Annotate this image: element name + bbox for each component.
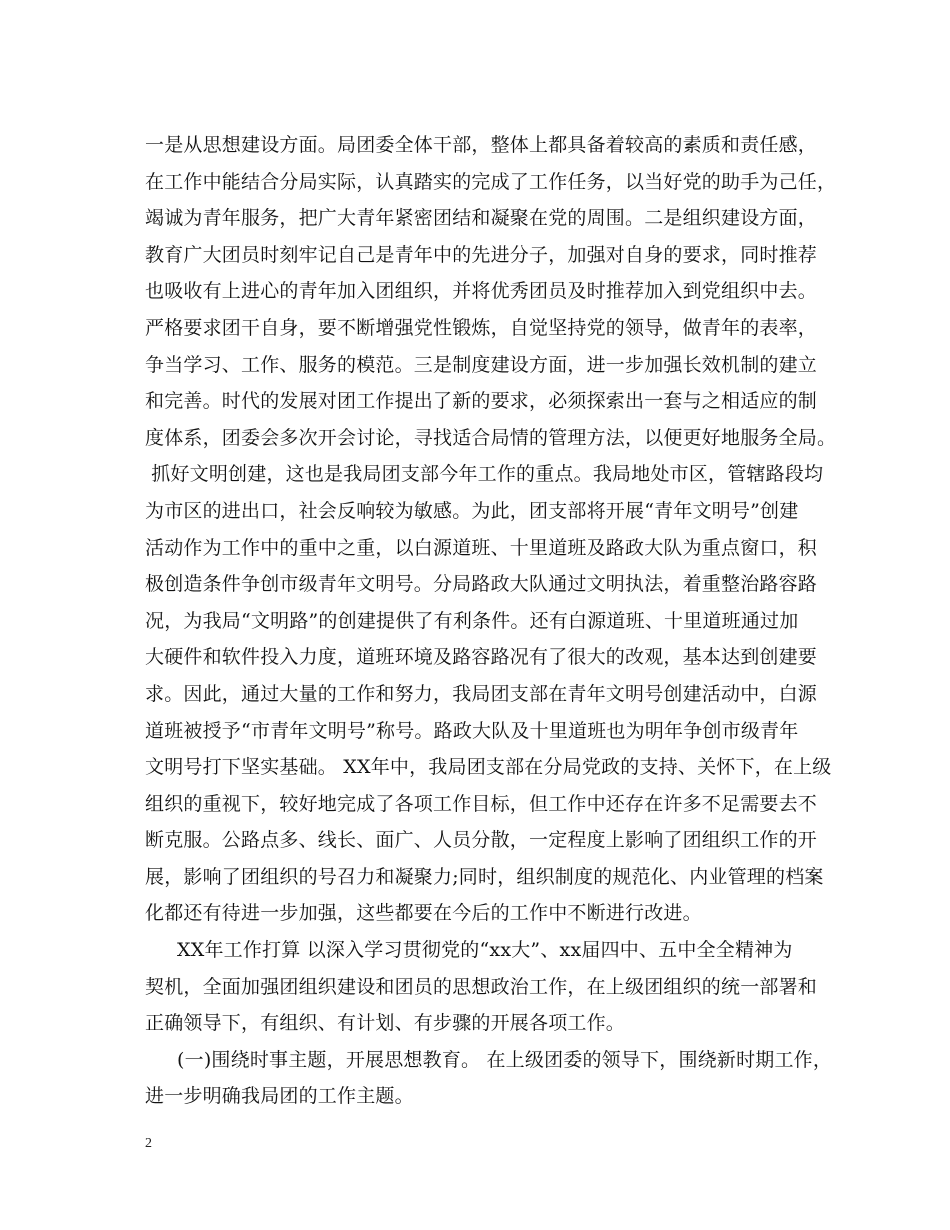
text-line: 组织的重视下，较好地完成了各项工作目标，但工作中还存在许多不足需要去不: [145, 792, 818, 815]
text-line: 文明号打下坚实基础。 XX年中，我局团支部在分局党政的支持、关怀下，在上级: [145, 756, 832, 779]
text-line: 大硬件和软件投入力度，道班环境及路容路况有了很大的改观，基本达到创建要: [145, 646, 818, 669]
text-line: 正确领导下，有组织、有计划、有步骤的开展各项工作。: [145, 1012, 626, 1035]
page-number: 2: [145, 1136, 152, 1151]
text-line: 道班被授予“市青年文明号”称号。路政大队及十里道班也为明年争创市级青年: [145, 719, 799, 742]
text-line: 活动作为工作中的重中之重，以白源道班、十里道班及路政大队为重点窗口，积: [145, 536, 818, 559]
text-line: 度体系，团委会多次开会讨论，寻找适合局情的管理方法，以便更好地服务全局。: [145, 426, 837, 449]
text-line: 进一步明确我局团的工作主题。: [145, 1085, 414, 1108]
text-line: 抓好文明创建，这也是我局团支部今年工作的重点。我局地处市区，管辖路段均: [145, 463, 824, 486]
text-line: 和完善。时代的发展对团工作提出了新的要求，必须探索出一套与之相适应的制: [145, 390, 818, 413]
text-line: 也吸收有上进心的青年加入团组织，并将优秀团员及时推荐加入到党组织中去。: [145, 280, 818, 303]
text-line: 争当学习、工作、服务的模范。三是制度建设方面，进一步加强长效机制的建立: [145, 353, 818, 376]
text-line: 教育广大团员时刻牢记自己是青年中的先进分子，加强对自身的要求，同时推荐: [145, 243, 818, 266]
text-line: 严格要求团干自身，要不断增强党性锻炼，自觉坚持党的领导，做青年的表率，: [145, 316, 818, 339]
document-body: [145, 127, 837, 1115]
text-line: 为市区的进出口，社会反响较为敏感。为此，团支部将开展“青年文明号”创建: [145, 499, 799, 522]
section-heading-line: XX年工作打算 以深入学习贯彻党的“xx大”、xx届四中、五中全全精神为: [177, 939, 793, 962]
text-line: 契机，全面加强团组织建设和团员的思想政治工作，在上级团组织的统一部署和: [145, 975, 818, 998]
text-line: 竭诚为青年服务，把广大青年紧密团结和凝聚在党的周围。二是组织建设方面，: [145, 207, 818, 230]
text-line: 断克服。公路点多、线长、面广、人员分散，一定程度上影响了团组织工作的开: [145, 829, 818, 852]
text-line: 化都还有待进一步加强，这些都要在今后的工作中不断进行改进。: [145, 902, 702, 925]
text-line: 在工作中能结合分局实际，认真踏实的完成了工作任务，以当好党的助手为己任，: [145, 170, 837, 193]
text-line: 极创造条件争创市级青年文明号。分局路政大队通过文明执法，着重整治路容路: [145, 573, 818, 596]
text-line: 求。因此，通过大量的工作和努力，我局团支部在青年文明号创建活动中，白源: [145, 682, 818, 705]
text-line: 展，影响了团组织的号召力和凝聚力;同时，组织制度的规范化、内业管理的档案: [145, 865, 824, 888]
subsection-heading-line: (一)围绕时事主题，开展思想教育。 在上级团委的领导下，围绕新时期工作，: [177, 1048, 833, 1071]
text-line: 一是从思想建设方面。局团委全体干部，整体上都具备着较高的素质和责任感，: [145, 134, 818, 156]
text-line: 况，为我局“文明路”的创建提供了有利条件。还有白源道班、十里道班通过加: [145, 609, 799, 632]
